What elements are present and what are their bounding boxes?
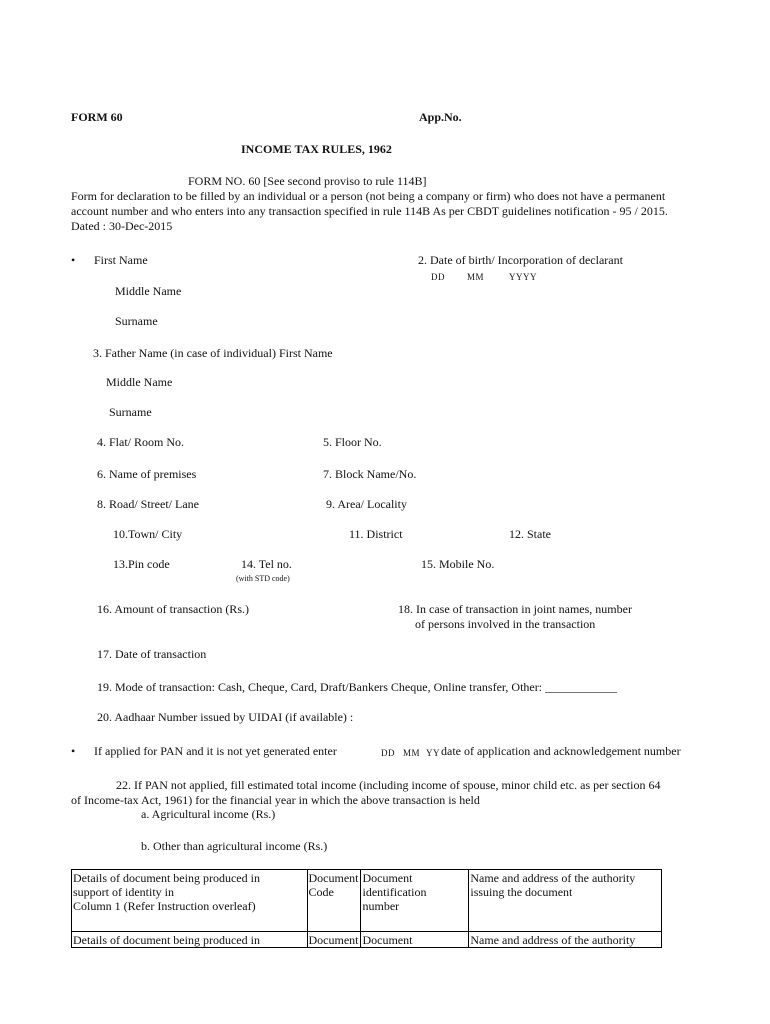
amount-label: 16. Amount of transaction (Rs.) — [97, 602, 249, 616]
dob-yyyy: YYYY — [509, 272, 537, 282]
cell-line: Details of document being produced in — [73, 933, 260, 947]
block-label: 7. Block Name/No. — [323, 467, 417, 481]
mode-of-transaction-line: 19. Mode of transaction: Cash, Cheque, Card, Draft/Bankers Cheque, Online transfer, Other: ____________ — [97, 680, 618, 694]
doc-authority-cell — [469, 932, 662, 948]
declarant-middle-name-label: Middle Name — [115, 284, 182, 298]
pan-mm: MM — [403, 748, 421, 758]
cell-line: Name and address of the authority — [470, 933, 636, 947]
cell-line: Details of document being produced in — [73, 871, 260, 885]
doc-id-number-cell — [361, 870, 469, 932]
premises-label: 6. Name of premises — [97, 467, 197, 481]
mobile-label: 15. Mobile No. — [421, 557, 495, 571]
transaction-date-label: 17. Date of transaction — [97, 647, 207, 661]
flat-label: 4. Flat/ Room No. — [97, 435, 185, 449]
floor-label: 5. Floor No. — [323, 435, 382, 449]
cell-line: identification — [362, 885, 427, 899]
cell-line: Name and address of the authority — [470, 871, 636, 885]
dob-mm: MM — [467, 272, 485, 282]
pan-applied-label: If applied for PAN and it is not yet generated enter — [94, 744, 337, 758]
identity-document-table — [71, 869, 662, 948]
app-no-label: App.No. — [419, 110, 462, 124]
dob-label: 2. Date of birth/ Incorporation of declarant — [418, 253, 623, 267]
doc-code-cell — [307, 870, 361, 932]
cell-line: Document — [308, 933, 359, 947]
cell-line: Code — [308, 885, 334, 899]
area-label: 9. Area/ Locality — [326, 497, 407, 511]
table-row — [72, 870, 662, 932]
agricultural-income-label: a. Agricultural income (Rs.) — [141, 807, 276, 821]
cell-line: Column 1 (Refer Instruction overleaf) — [73, 899, 256, 913]
pan-date-text: date of application and acknowledgement number — [441, 744, 681, 758]
cell-line: support of identity in — [73, 885, 174, 899]
std-code-note: (with STD code) — [236, 574, 290, 583]
dated-line: Dated : 30-Dec-2015 — [71, 219, 173, 233]
aadhaar-label: 20. Aadhaar Number issued by UIDAI (if available) : — [97, 710, 354, 724]
pan-yy: YY — [426, 748, 440, 758]
cell-line: Document — [362, 871, 413, 885]
tel-label: 14. Tel no. — [241, 557, 292, 571]
bullet-2: • — [71, 744, 76, 758]
form-no-line: FORM NO. 60 [See second proviso to rule 114B] — [188, 174, 427, 188]
cell-line: Document — [308, 871, 359, 885]
pan-dd: DD — [381, 748, 395, 758]
intro-line-2: account number and who enters into any transaction specified in rule 114B As per CBDT guidelines notification - 95 / 2015. — [71, 204, 668, 218]
doc-authority-cell — [469, 870, 662, 932]
cell-line: number — [362, 899, 400, 913]
doc-details-cell — [72, 932, 308, 948]
cell-line: Document — [362, 933, 413, 947]
town-label: 10.Town/ City — [113, 527, 183, 541]
father-first-name-label: 3. Father Name (in case of individual) First Name — [93, 346, 333, 360]
district-label: 11. District — [349, 527, 403, 541]
income-line-2: of Income-tax Act, 1961) for the financial year in which the above transaction is held — [71, 793, 480, 807]
pin-label: 13.Pin code — [113, 557, 170, 571]
state-label: 12. State — [509, 527, 551, 541]
road-label: 8. Road/ Street/ Lane — [97, 497, 199, 511]
father-middle-name-label: Middle Name — [106, 375, 173, 389]
father-surname-label: Surname — [109, 405, 152, 419]
rules-title: INCOME TAX RULES, 1962 — [241, 142, 392, 156]
joint-label-line-2: of persons involved in the transaction — [415, 617, 596, 631]
form-label: FORM 60 — [71, 110, 123, 124]
doc-details-cell — [72, 870, 308, 932]
dob-dd: DD — [431, 272, 445, 282]
bullet-1: • — [71, 253, 76, 267]
declarant-first-name-label: First Name — [94, 253, 148, 267]
cell-line: issuing the document — [470, 885, 573, 899]
joint-label-line-1: 18. In case of transaction in joint names, number — [398, 602, 632, 616]
intro-line-1: Form for declaration to be filled by an individual or a person (not being a company or firm) who does not have a permanent — [71, 189, 666, 203]
doc-code-cell — [307, 932, 361, 948]
other-income-label: b. Other than agricultural income (Rs.) — [141, 839, 328, 853]
doc-id-number-cell — [361, 932, 469, 948]
table-row — [72, 932, 662, 948]
income-line-1: 22. If PAN not applied, fill estimated total income (including income of spouse, minor child etc. as per section 64 — [116, 778, 661, 792]
declarant-surname-label: Surname — [115, 314, 158, 328]
